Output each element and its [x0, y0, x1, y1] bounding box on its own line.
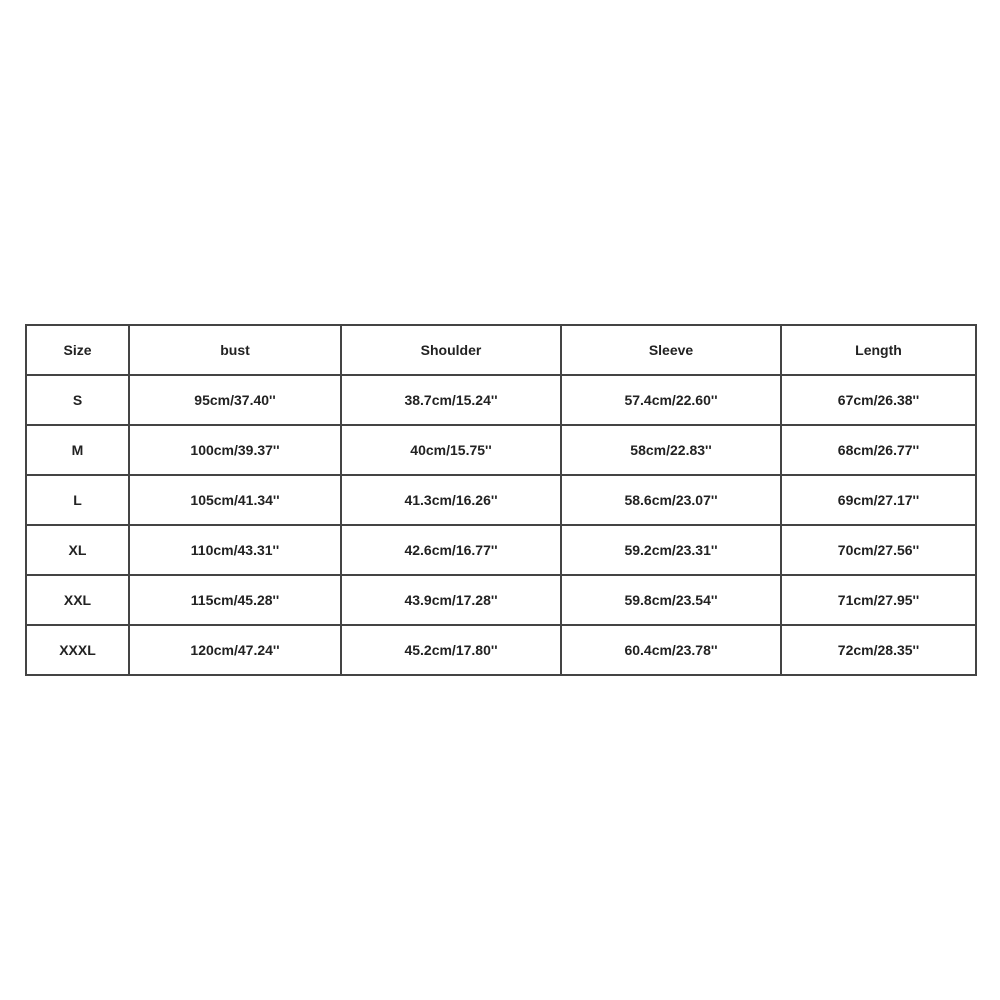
cell-sleeve: 59.8cm/23.54'': [561, 575, 781, 625]
cell-length: 71cm/27.95'': [781, 575, 976, 625]
cell-size: XXL: [26, 575, 129, 625]
cell-bust: 115cm/45.28'': [129, 575, 341, 625]
header-bust: bust: [129, 325, 341, 375]
cell-shoulder: 43.9cm/17.28'': [341, 575, 561, 625]
cell-shoulder: 38.7cm/15.24'': [341, 375, 561, 425]
table-row: [26, 475, 976, 525]
cell-bust: 100cm/39.37'': [129, 425, 341, 475]
table-row: [26, 375, 976, 425]
header-sleeve: Sleeve: [561, 325, 781, 375]
cell-length: 67cm/26.38'': [781, 375, 976, 425]
cell-shoulder: 41.3cm/16.26'': [341, 475, 561, 525]
cell-sleeve: 57.4cm/22.60'': [561, 375, 781, 425]
table-row: [26, 525, 976, 575]
cell-bust: 110cm/43.31'': [129, 525, 341, 575]
cell-length: 70cm/27.56'': [781, 525, 976, 575]
cell-shoulder: 42.6cm/16.77'': [341, 525, 561, 575]
cell-size: M: [26, 425, 129, 475]
table-row: [26, 425, 976, 475]
cell-size: S: [26, 375, 129, 425]
table-row: [26, 575, 976, 625]
cell-sleeve: 58cm/22.83'': [561, 425, 781, 475]
table-header: [26, 325, 976, 375]
cell-size: XXXL: [26, 625, 129, 675]
header-row: [26, 325, 976, 375]
cell-bust: 95cm/37.40'': [129, 375, 341, 425]
cell-bust: 105cm/41.34'': [129, 475, 341, 525]
cell-length: 69cm/27.17'': [781, 475, 976, 525]
cell-bust: 120cm/47.24'': [129, 625, 341, 675]
cell-size: L: [26, 475, 129, 525]
size-chart-table: [25, 324, 977, 676]
header-length: Length: [781, 325, 976, 375]
cell-shoulder: 40cm/15.75'': [341, 425, 561, 475]
table-body: [26, 375, 976, 675]
cell-sleeve: 59.2cm/23.31'': [561, 525, 781, 575]
table-row: [26, 625, 976, 675]
header-shoulder: Shoulder: [341, 325, 561, 375]
cell-sleeve: 60.4cm/23.78'': [561, 625, 781, 675]
cell-length: 72cm/28.35'': [781, 625, 976, 675]
cell-shoulder: 45.2cm/17.80'': [341, 625, 561, 675]
cell-size: XL: [26, 525, 129, 575]
cell-sleeve: 58.6cm/23.07'': [561, 475, 781, 525]
header-size: Size: [26, 325, 129, 375]
cell-length: 68cm/26.77'': [781, 425, 976, 475]
